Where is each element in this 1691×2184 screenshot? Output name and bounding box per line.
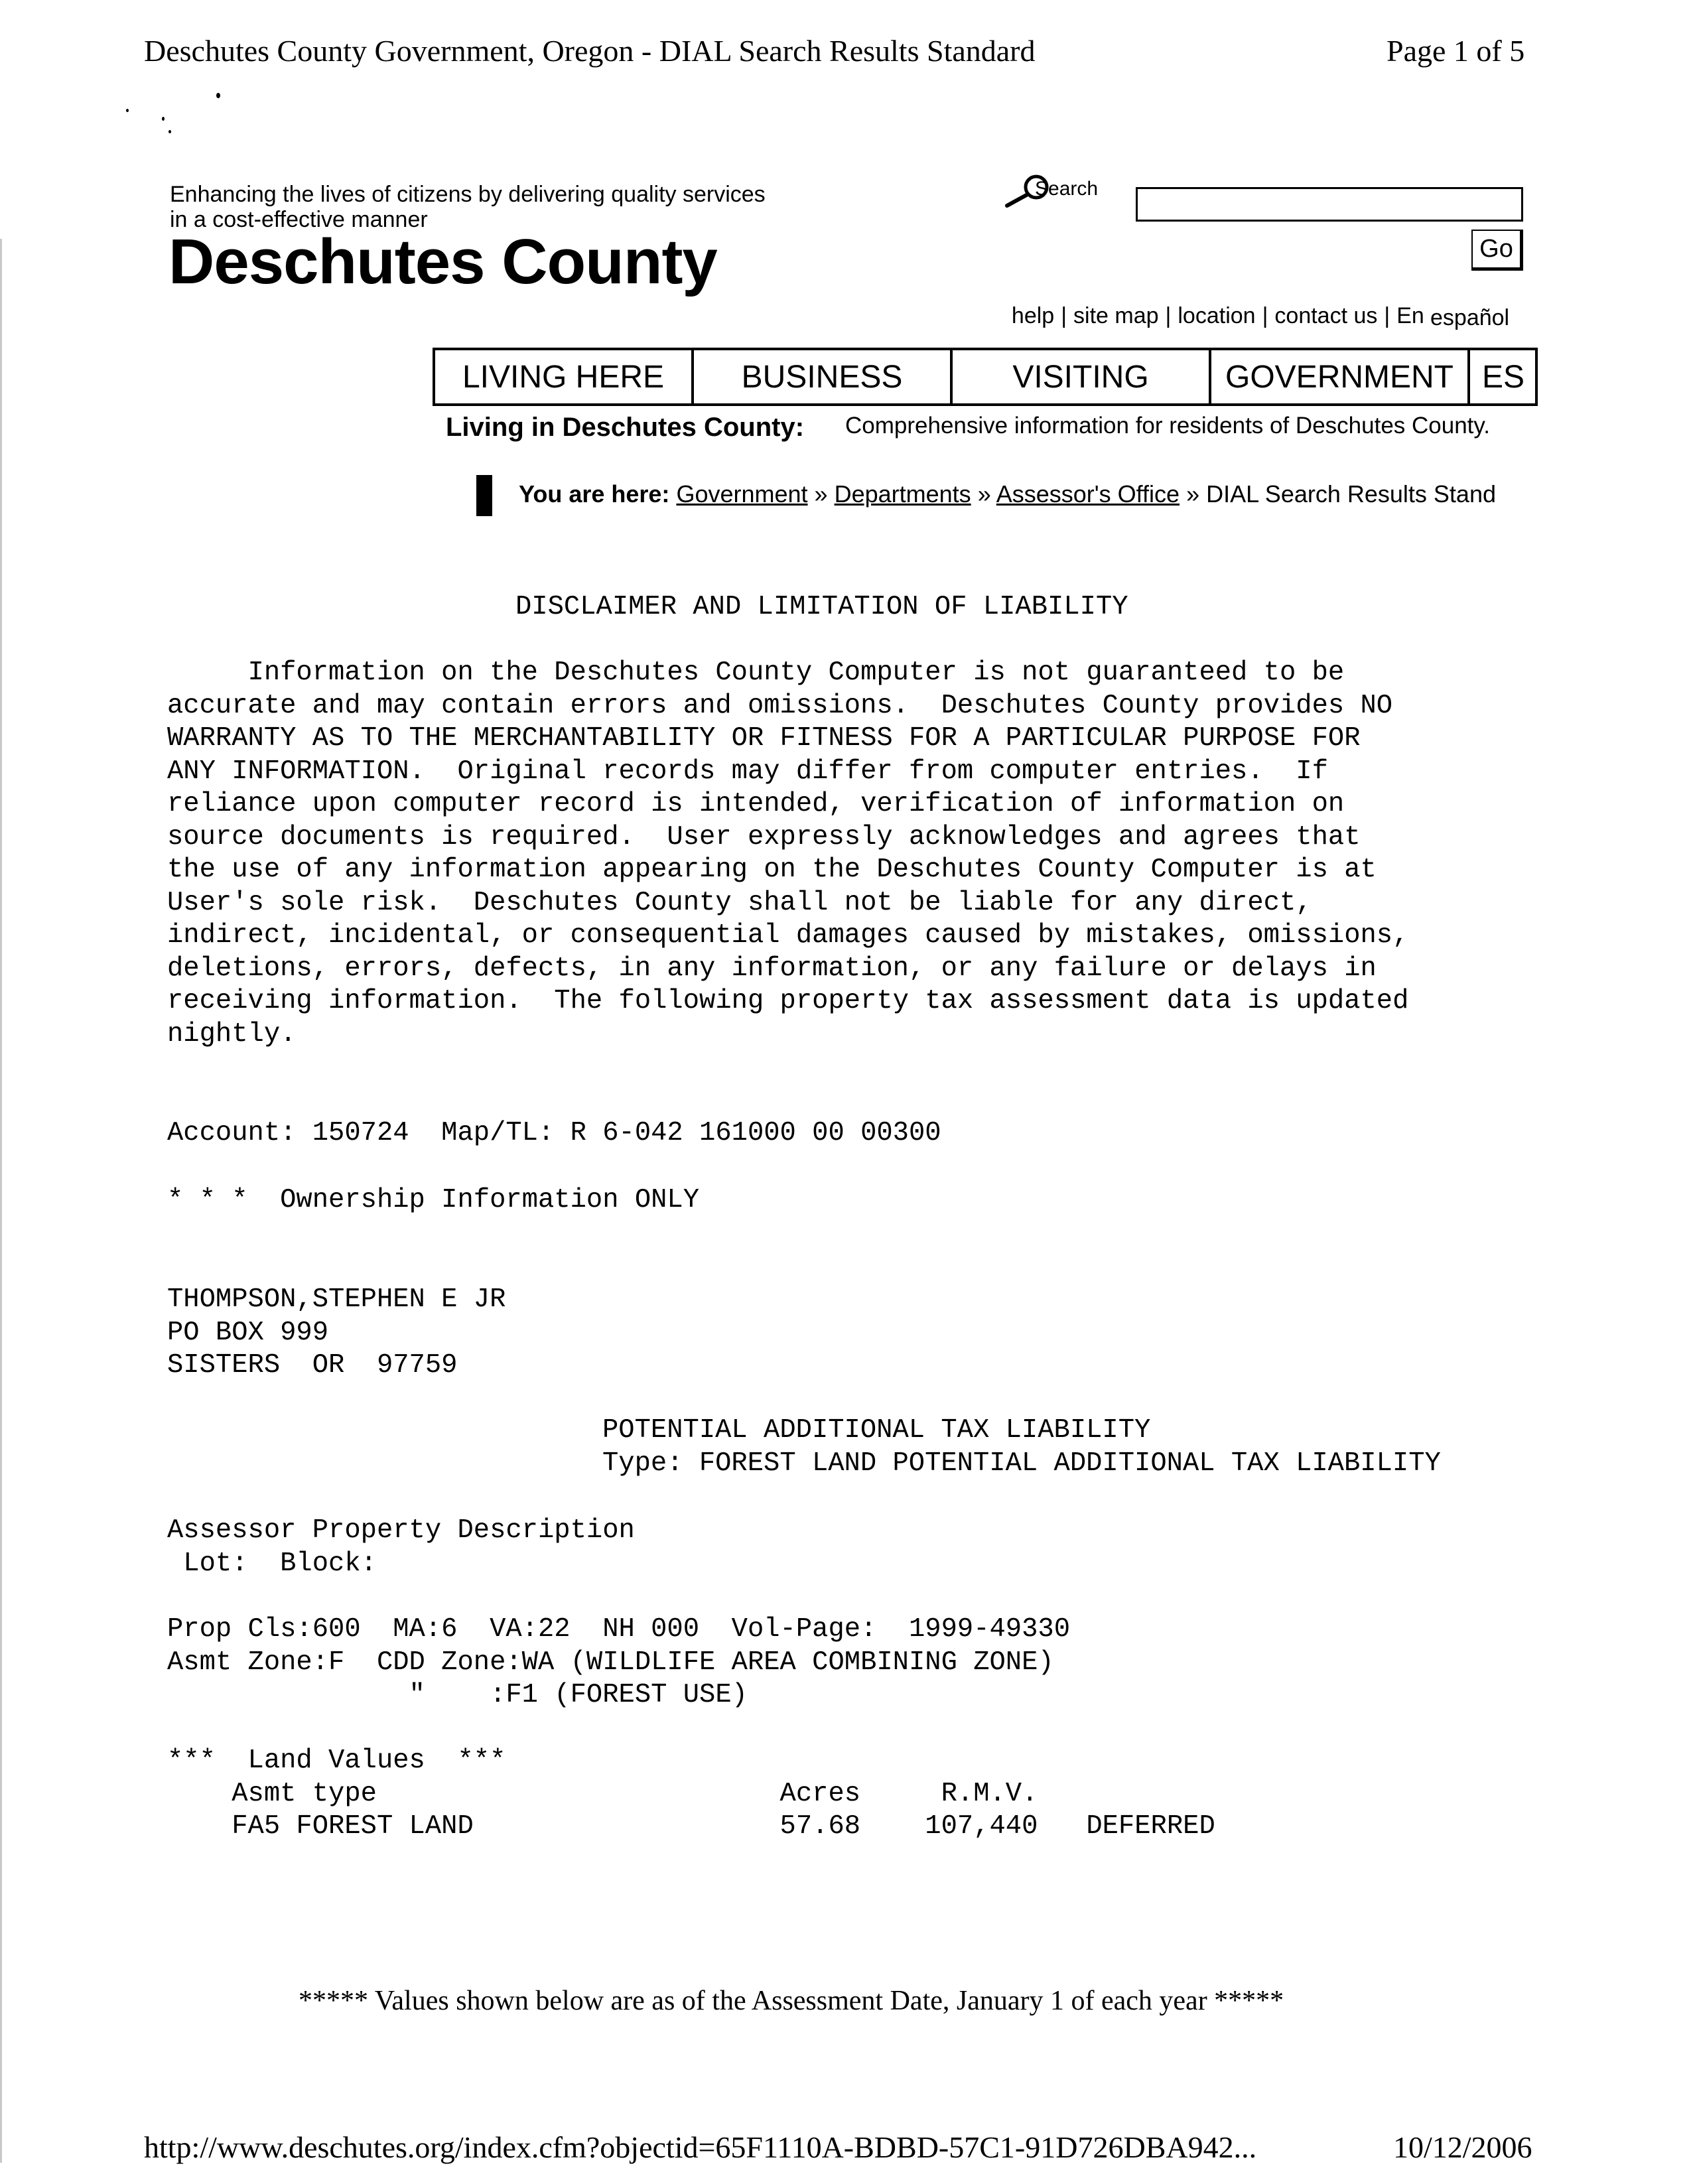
breadcrumb-label: You are here: <box>519 480 670 508</box>
tab-visiting[interactable]: VISITING <box>953 350 1211 403</box>
section-description: Comprehensive information for residents of Deschutes County. <box>845 413 1491 439</box>
scan-edge-line <box>0 239 2 2163</box>
breadcrumb-marker <box>476 475 492 516</box>
search-label: Search <box>1035 178 1099 200</box>
util-link-site-map[interactable]: site map <box>1073 303 1159 328</box>
search-go-button[interactable]: Go <box>1471 230 1523 271</box>
tab-business[interactable]: BUSINESS <box>694 350 953 403</box>
tab-government[interactable]: GOVERNMENT <box>1211 350 1470 403</box>
util-link-contact-us[interactable]: contact us <box>1274 303 1378 328</box>
print-header-title: Deschutes County Government, Oregon - DIAL Search Results Standard <box>144 34 1036 68</box>
tab-espanol[interactable]: ES <box>1482 359 1525 395</box>
owner-address: THOMPSON,STEPHEN E JR PO BOX 999 SISTERS OR 97759 <box>167 1284 506 1381</box>
print-footer-url: http://www.deschutes.org/index.cfm?objectid=65F1110A-BDBD-57C1-91D726DBA942... <box>144 2130 1257 2164</box>
breadcrumb <box>519 480 1540 508</box>
util-separator: | <box>1061 303 1067 328</box>
scan-speck <box>162 117 165 121</box>
disclaimer-title: DISCLAIMER AND LIMITATION OF LIABILITY <box>515 592 1128 622</box>
tab-living-here[interactable]: LIVING HERE <box>435 350 694 403</box>
liability-block: POTENTIAL ADDITIONAL TAX LIABILITY Type: FOREST LAND POTENTIAL ADDITIONAL TAX LIABILITY <box>602 1415 1441 1479</box>
print-footer-date: 10/12/2006 <box>1393 2130 1532 2164</box>
disclaimer-body: Information on the Deschutes County Computer is not guaranteed to be accurate and may contain errors and omissions. Deschutes County provides NO WARRANTY AS TO THE MERCHANTABILITY OR FITNESS FOR A PARTICULAR PURPOSE FOR ANY INFORMATION. Original records may differ from computer entries. If reliance upon computer record is intended, verification of information on source documents is required. User expressly acknowledges and agrees that the use of any information appearing on the Deschutes County Computer is at User's sole risk. Deschutes County shall not be liable for any direct, indirect, incidental, or consequential damages caused by mistakes, omissions, deletions, errors, defects, in any information, or any failure or delays in receiving information. The following property tax assessment data is updated nightly. <box>167 657 1409 1050</box>
breadcrumb-separator: » <box>1186 480 1200 508</box>
print-header-page-number: Page 1 of 5 <box>1387 34 1525 68</box>
main-nav <box>433 348 1538 406</box>
util-link-english[interactable]: En <box>1396 303 1424 328</box>
ownership-line: * * * Ownership Information ONLY <box>167 1185 700 1215</box>
util-link-espanol[interactable]: español <box>1430 305 1510 330</box>
scan-speck <box>169 130 171 133</box>
breadcrumb-separator: » <box>814 480 828 508</box>
util-link-location[interactable]: location <box>1178 303 1256 328</box>
breadcrumb-link-departments[interactable]: Departments <box>834 480 971 508</box>
breadcrumb-link-government[interactable]: Government <box>676 480 808 508</box>
section-lead-text: Living in Deschutes County: <box>446 413 805 442</box>
utility-nav <box>999 277 1424 329</box>
site-logo[interactable]: Deschutes County <box>169 226 717 297</box>
util-separator: | <box>1165 303 1172 328</box>
util-link-help[interactable]: help <box>1011 303 1055 328</box>
util-separator: | <box>1262 303 1268 328</box>
breadcrumb-link-assessors-office[interactable]: Assessor's Office <box>996 480 1180 508</box>
account-line: Account: 150724 Map/TL: R 6-042 161000 00 00300 <box>167 1118 941 1148</box>
site-tagline: Enhancing the lives of citizens by delivering quality services in a cost-effective manner <box>170 182 766 232</box>
search-input[interactable] <box>1136 187 1523 222</box>
section-lead <box>446 413 804 443</box>
scan-speck <box>126 109 129 112</box>
property-class-block: Prop Cls:600 MA:6 VA:22 NH 000 Vol-Page: 1999-49330 Asmt Zone:F CDD Zone:WA (WILDLIFE AREA COMBINING ZONE) " :F1 (FOREST USE) <box>167 1614 1071 1710</box>
scan-speck <box>216 93 220 98</box>
util-separator: | <box>1384 303 1390 328</box>
values-note: ***** Values shown below are as of the Assessment Date, January 1 of each year ***** <box>299 1986 1284 2016</box>
land-values-table: *** Land Values *** Asmt type Acres R.M.V. FA5 FOREST LAND 57.68 107,440 DEFERRED <box>167 1745 1215 1842</box>
breadcrumb-separator: » <box>977 480 991 508</box>
assessor-property-description: Assessor Property Description Lot: Block: <box>167 1515 635 1579</box>
breadcrumb-current: DIAL Search Results Stand <box>1206 480 1496 508</box>
